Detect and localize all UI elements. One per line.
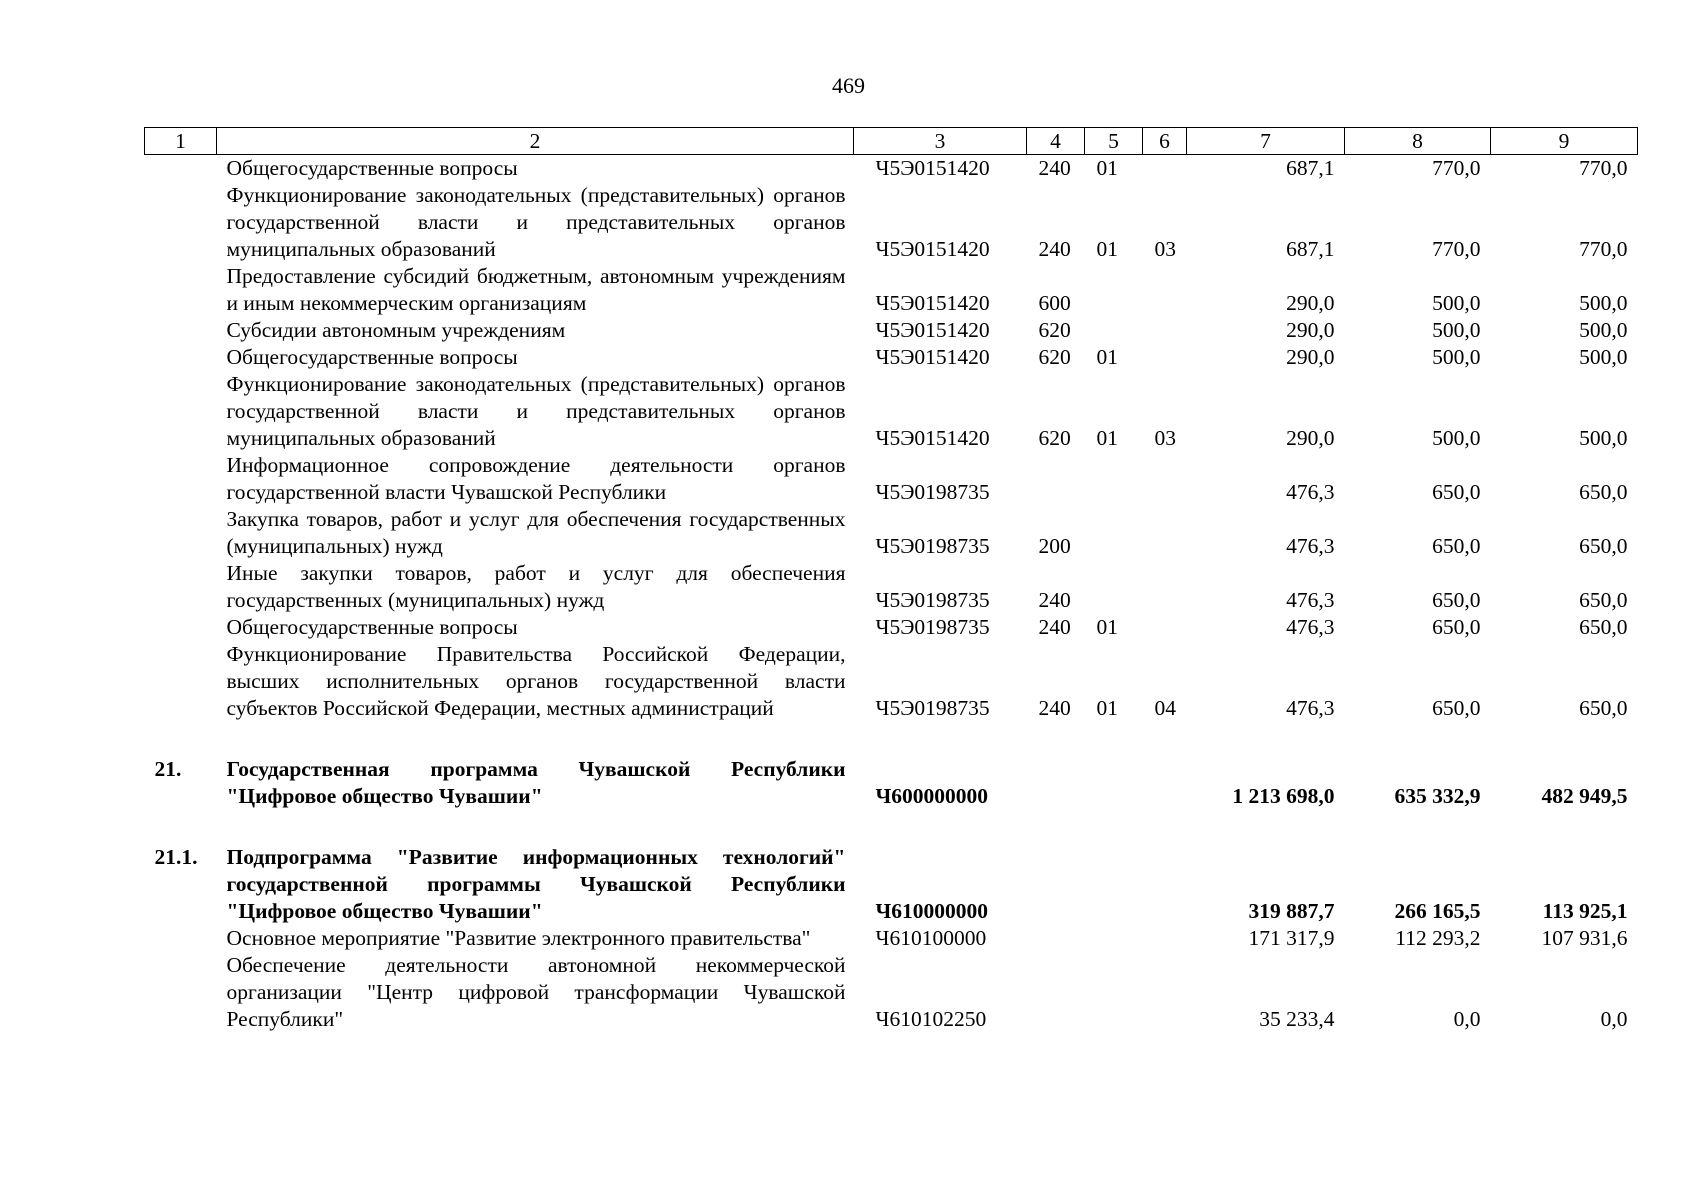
target-article-code: Ч5Э0151420 xyxy=(875,291,990,315)
amount-col-7: 476,3 xyxy=(1286,615,1335,639)
table-row xyxy=(145,155,1638,183)
amount-col-8: 770,0 xyxy=(1432,237,1481,261)
row-name: Обеспечение деятельности автономной некоммерческой организации "Центр цифровой трансформации Чувашской Республики" xyxy=(226,953,846,1031)
amount-col-8: 650,0 xyxy=(1432,696,1481,720)
expense-type-code xyxy=(1027,810,1085,925)
row-number xyxy=(145,452,217,506)
amount-col-8: 500,0 xyxy=(1432,426,1481,450)
subsection-code xyxy=(1143,810,1187,925)
row-name: Подпрограмма "Развитие информационных технологий" государственной программы Чувашской Республики "Цифровое общество Чувашии" xyxy=(226,845,846,923)
subsection-code: 04 xyxy=(1154,696,1176,720)
amount-col-7: 35 233,4 xyxy=(1259,1007,1335,1031)
section-code: 01 xyxy=(1096,237,1118,261)
amount-col-9: 650,0 xyxy=(1579,696,1628,720)
amount-col-9: 770,0 xyxy=(1579,237,1628,261)
row-number xyxy=(145,371,217,452)
subsection-code: 03 xyxy=(1154,237,1176,261)
column-header-5: 5 xyxy=(1085,128,1143,155)
subsection-code xyxy=(1143,344,1187,371)
expense-type-code xyxy=(1027,722,1085,810)
target-article-code: Ч5Э0151420 xyxy=(875,156,990,180)
amount-col-8: 500,0 xyxy=(1432,318,1481,342)
row-name: Общегосударственные вопросы xyxy=(226,615,518,639)
row-number xyxy=(145,155,217,183)
target-article-code: Ч5Э0151420 xyxy=(875,426,990,450)
amount-col-8: 650,0 xyxy=(1432,480,1481,504)
table-row xyxy=(145,452,1638,506)
table-row xyxy=(145,263,1638,317)
row-number xyxy=(145,952,217,1033)
expense-type-code: 620 xyxy=(1038,426,1071,450)
amount-col-8: 650,0 xyxy=(1432,534,1481,558)
section-code xyxy=(1085,452,1143,506)
amount-col-7: 476,3 xyxy=(1286,696,1335,720)
expense-type-code: 240 xyxy=(1038,588,1071,612)
row-number: 21. xyxy=(154,757,182,781)
amount-col-9: 0,0 xyxy=(1600,1007,1628,1031)
amount-col-8: 500,0 xyxy=(1432,291,1481,315)
amount-col-9: 650,0 xyxy=(1579,534,1628,558)
row-number xyxy=(145,641,217,722)
target-article-code: Ч5Э0198735 xyxy=(875,534,990,558)
subsection-code xyxy=(1143,317,1187,344)
amount-col-9: 482 949,5 xyxy=(1541,784,1628,808)
amount-col-9: 500,0 xyxy=(1579,291,1628,315)
row-number xyxy=(145,560,217,614)
amount-col-8: 266 165,5 xyxy=(1394,899,1481,923)
expense-type-code xyxy=(1027,925,1085,952)
table-row xyxy=(145,952,1638,1033)
expense-type-code xyxy=(1027,952,1085,1033)
row-name: Основное мероприятие "Развитие электронного правительства" xyxy=(226,926,811,950)
amount-col-9: 650,0 xyxy=(1579,480,1628,504)
amount-col-7: 1 213 698,0 xyxy=(1232,784,1335,808)
section-code xyxy=(1085,952,1143,1033)
expense-type-code: 600 xyxy=(1038,291,1071,315)
amount-col-7: 171 317,9 xyxy=(1248,926,1335,950)
row-number xyxy=(145,317,217,344)
row-name: Предоставление субсидий бюджетным, автономным учреждениям и иным некоммерческим организациям xyxy=(226,264,846,315)
amount-col-9: 770,0 xyxy=(1579,156,1628,180)
target-article-code: Ч600000000 xyxy=(875,784,989,808)
table-row xyxy=(145,641,1638,722)
row-number xyxy=(145,182,217,263)
target-article-code: Ч5Э0198735 xyxy=(875,588,990,612)
table-row xyxy=(145,722,1638,810)
table-row xyxy=(145,810,1638,925)
amount-col-8: 650,0 xyxy=(1432,588,1481,612)
subsection-code xyxy=(1143,722,1187,810)
section-code xyxy=(1085,317,1143,344)
amount-col-7: 290,0 xyxy=(1286,318,1335,342)
row-name: Функционирование законодательных (представительных) органов государственной власти и представительных органов муниципальных образований xyxy=(226,183,846,261)
row-name: Государственная программа Чувашской Республики "Цифровое общество Чувашии" xyxy=(226,757,846,808)
table-row xyxy=(145,317,1638,344)
budget-table xyxy=(144,127,1638,1033)
amount-col-7: 476,3 xyxy=(1286,588,1335,612)
amount-col-9: 500,0 xyxy=(1579,345,1628,369)
amount-col-9: 113 925,1 xyxy=(1542,899,1628,923)
target-article-code: Ч5Э0198735 xyxy=(875,480,990,504)
subsection-code xyxy=(1143,614,1187,641)
row-number xyxy=(145,506,217,560)
expense-type-code: 240 xyxy=(1038,156,1071,180)
amount-col-7: 687,1 xyxy=(1286,237,1335,261)
subsection-code xyxy=(1143,560,1187,614)
target-article-code: Ч610102250 xyxy=(875,1007,987,1031)
section-code: 01 xyxy=(1096,696,1118,720)
row-number xyxy=(145,263,217,317)
amount-col-9: 500,0 xyxy=(1579,318,1628,342)
column-header-3: 3 xyxy=(854,128,1027,155)
subsection-code xyxy=(1143,925,1187,952)
table-row xyxy=(145,344,1638,371)
expense-type-code: 620 xyxy=(1038,318,1071,342)
amount-col-8: 770,0 xyxy=(1432,156,1481,180)
expense-type-code: 200 xyxy=(1038,534,1071,558)
expense-type-code xyxy=(1027,452,1085,506)
target-article-code: Ч610100000 xyxy=(875,926,987,950)
amount-col-9: 107 931,6 xyxy=(1541,926,1628,950)
target-article-code: Ч5Э0151420 xyxy=(875,237,990,261)
page-number: 469 xyxy=(832,73,865,98)
row-number xyxy=(145,614,217,641)
amount-col-9: 650,0 xyxy=(1579,588,1628,612)
section-code: 01 xyxy=(1096,345,1118,369)
subsection-code xyxy=(1143,452,1187,506)
table-row xyxy=(145,506,1638,560)
subsection-code: 03 xyxy=(1154,426,1176,450)
amount-col-9: 650,0 xyxy=(1579,615,1628,639)
row-name: Функционирование Правительства Российской Федерации, высших исполнительных органов государственной власти субъектов Российской Федерации, местных администраций xyxy=(226,642,846,720)
row-name: Общегосударственные вопросы xyxy=(226,345,518,369)
amount-col-7: 290,0 xyxy=(1286,345,1335,369)
section-code xyxy=(1085,925,1143,952)
table-header-row xyxy=(145,128,1638,155)
amount-col-9: 500,0 xyxy=(1579,426,1628,450)
subsection-code xyxy=(1143,263,1187,317)
section-code xyxy=(1085,560,1143,614)
amount-col-8: 635 332,9 xyxy=(1394,784,1481,808)
subsection-code xyxy=(1143,952,1187,1033)
target-article-code: Ч5Э0198735 xyxy=(875,696,990,720)
row-number xyxy=(145,344,217,371)
column-header-6: 6 xyxy=(1143,128,1187,155)
subsection-code xyxy=(1143,155,1187,183)
section-code xyxy=(1085,506,1143,560)
row-name: Общегосударственные вопросы xyxy=(226,156,518,180)
section-code xyxy=(1085,722,1143,810)
table-row xyxy=(145,925,1638,952)
column-header-9: 9 xyxy=(1491,128,1638,155)
table-row xyxy=(145,182,1638,263)
target-article-code: Ч5Э0151420 xyxy=(875,345,990,369)
amount-col-8: 650,0 xyxy=(1432,615,1481,639)
amount-col-8: 500,0 xyxy=(1432,345,1481,369)
expense-type-code: 620 xyxy=(1038,345,1071,369)
section-code: 01 xyxy=(1096,426,1118,450)
subsection-code xyxy=(1143,506,1187,560)
column-header-4: 4 xyxy=(1027,128,1085,155)
table-row xyxy=(145,560,1638,614)
amount-col-7: 476,3 xyxy=(1286,480,1335,504)
table-row xyxy=(145,371,1638,452)
expense-type-code: 240 xyxy=(1038,696,1071,720)
table-row xyxy=(145,614,1638,641)
expense-type-code: 240 xyxy=(1038,615,1071,639)
row-name: Субсидии автономным учреждениям xyxy=(226,318,566,342)
column-header-2: 2 xyxy=(217,128,854,155)
column-header-8: 8 xyxy=(1345,128,1491,155)
amount-col-8: 0,0 xyxy=(1453,1007,1481,1031)
row-number xyxy=(145,925,217,952)
expense-type-code: 240 xyxy=(1038,237,1071,261)
amount-col-7: 687,1 xyxy=(1286,156,1335,180)
target-article-code: Ч5Э0198735 xyxy=(875,615,990,639)
section-code xyxy=(1085,263,1143,317)
section-code xyxy=(1085,810,1143,925)
amount-col-7: 319 887,7 xyxy=(1248,899,1335,923)
row-number: 21.1. xyxy=(154,845,198,869)
column-header-7: 7 xyxy=(1187,128,1345,155)
column-header-1: 1 xyxy=(145,128,217,155)
amount-col-7: 476,3 xyxy=(1286,534,1335,558)
target-article-code: Ч5Э0151420 xyxy=(875,318,990,342)
section-code: 01 xyxy=(1096,156,1118,180)
row-name: Информационное сопровождение деятельности органов государственной власти Чувашской Республики xyxy=(226,453,846,504)
section-code: 01 xyxy=(1096,615,1118,639)
amount-col-7: 290,0 xyxy=(1286,426,1335,450)
row-name: Иные закупки товаров, работ и услуг для обеспечения государственных (муниципальных) нужд xyxy=(226,561,846,612)
table-body xyxy=(145,155,1638,1034)
row-name: Функционирование законодательных (представительных) органов государственной власти и представительных органов муниципальных образований xyxy=(226,372,846,450)
amount-col-7: 290,0 xyxy=(1286,291,1335,315)
row-name: Закупка товаров, работ и услуг для обеспечения государственных (муниципальных) нужд xyxy=(226,507,846,558)
target-article-code: Ч610000000 xyxy=(875,899,989,923)
amount-col-8: 112 293,2 xyxy=(1395,926,1481,950)
